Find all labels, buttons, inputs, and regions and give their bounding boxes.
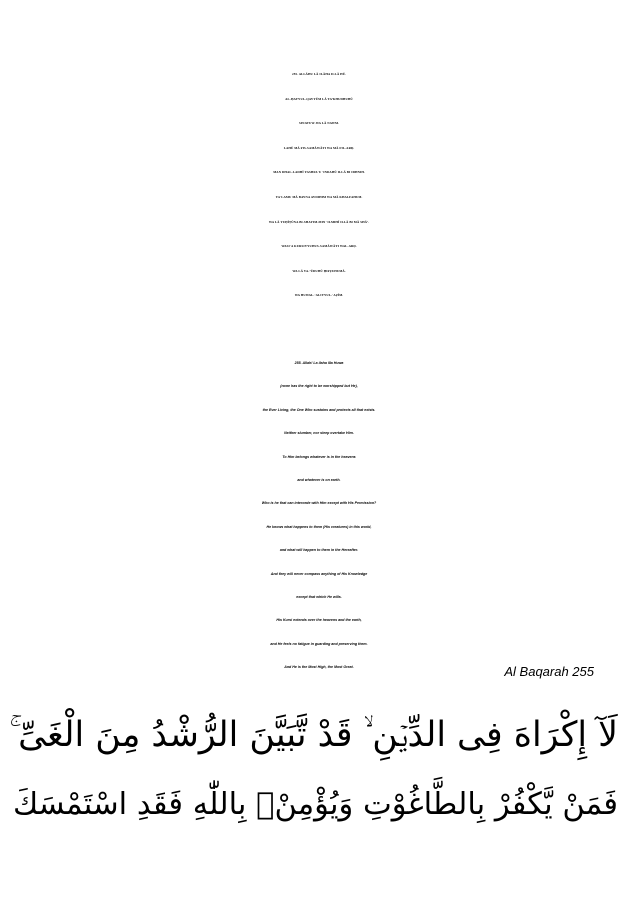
translation-line: and what will happen to them in the Hereafter. — [279, 548, 359, 553]
translation-line: And they will never compass anything of His Knowledge — [270, 571, 368, 576]
translation-line: Who is he that can intercede with Him except with His Permission? — [261, 501, 377, 506]
transliteration-block — [0, 62, 638, 308]
source-reference: Al Baqarah 255 — [504, 664, 594, 679]
transliteration-line: 255. ALLĀHU LĀ ILĀHA ILLĀ HŪ. — [292, 72, 346, 76]
translation-line: the Ever Living, the One Who sustains and protects all that exists. — [262, 407, 376, 412]
transliteration-line: WA HUWAL-`ALIYYUL-`AẒĪM. — [294, 293, 344, 298]
translation-line: And He is the Most High, the Most Great. — [284, 665, 354, 670]
arabic-verse-line: لَآ إِكْرَاهَ فِى الدِّيۡنِ ۙ قَدْ تَّبَيَّنَ الرُّشْدُ مِنَ الْغَىِّ ۚ — [9, 715, 618, 755]
transliteration-line: SINATUW-WA LĀ NAWM. — [298, 121, 340, 126]
translation-line: To Him belongs whatever is in the heavens — [282, 454, 356, 459]
translation-line: Neither slumber, nor sleep overtake Him. — [284, 431, 354, 436]
arabic-verse-line: فَمَنْ يَّكْفُرْ بِالطَّاغُوْتِ وَيُؤْمِنْۢ بِاللّٰهِ فَقَدِ اسْتَمْسَكَ — [12, 787, 618, 822]
transliteration-line: LAHŪ MĀ FIS-SAMĀWĀTI WA MĀ FIL-ARḌ. — [283, 145, 355, 150]
translation-line: except that which He wills. — [296, 595, 342, 600]
transliteration-line: AL-ḤAYYUL-QAYYŪM LĀ TA’KHUDHUHŪ — [285, 96, 353, 101]
translation-line: and He feels no fatigue in guarding and preserving them. — [270, 641, 368, 646]
translation-line: (none has the right to be worshipped but He), — [280, 384, 358, 389]
translation-line: 255. Allah! La ilaha illa Huwa — [294, 361, 344, 365]
transliteration-line: WA LĀ YUḤĪṬŪNA BI-SHAYIM-MIN `ILMIHĪ ILLĀ BI MĀ SHĀ’. — [268, 219, 370, 224]
translation-line: His Kursi extends over the heavens and the earth, — [276, 618, 362, 623]
transliteration-line: MAN DHAL-LADHĪ YASHFA`U `INDAHŪ ILLĀ BI IDHNIH. — [273, 170, 365, 175]
transliteration-line: WA LĀ YA-‘ŪDUHŪ ḤIFẒUHUMĀ. — [292, 268, 346, 273]
transliteration-line: YA`LAMU MĀ BAYNA AYDIHIM WA MĀ KHALFAHUM. — [275, 194, 363, 199]
translation-line: and whatever is on earth. — [297, 478, 341, 483]
translation-line: He knows what happens to them (His creatures) in this world, — [266, 524, 372, 529]
translation-block — [0, 352, 638, 680]
transliteration-line: WASI`A KURSIYYUHUS-SAMĀWĀTI WAL-ARḌ. — [281, 244, 357, 249]
